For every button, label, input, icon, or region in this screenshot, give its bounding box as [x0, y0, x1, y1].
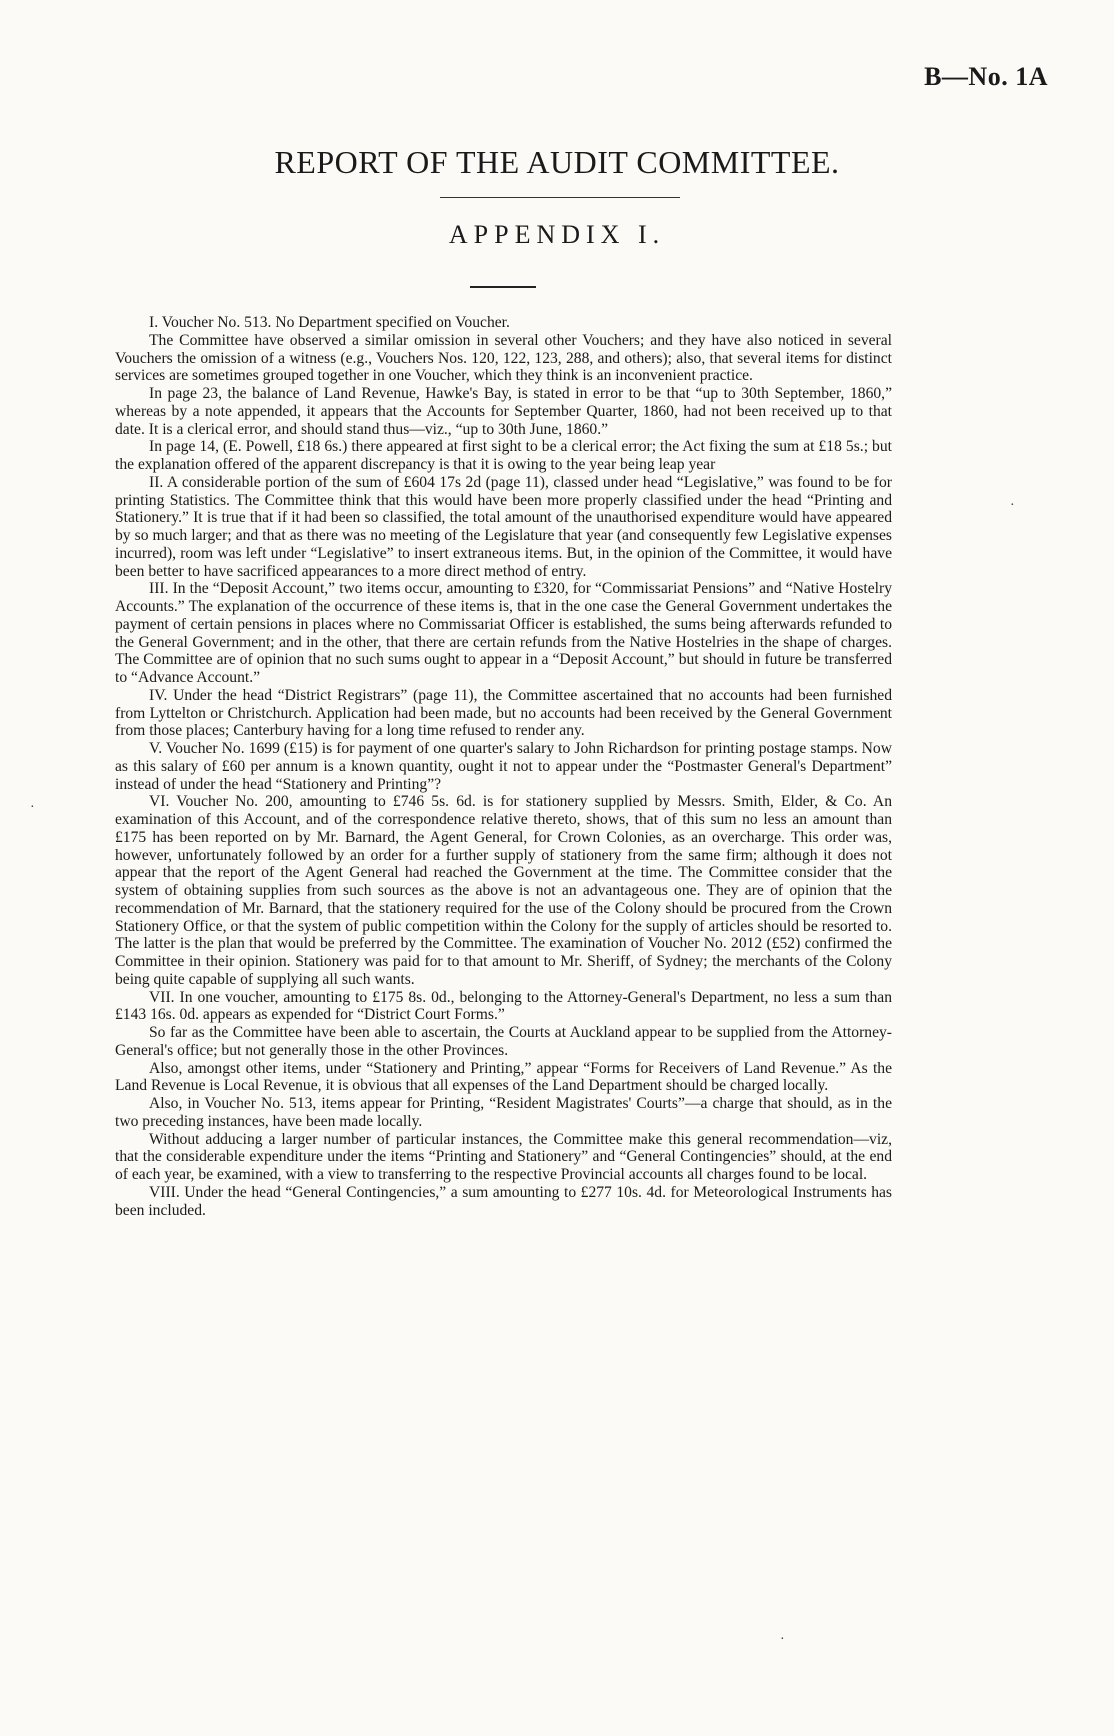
paragraph: The Committee have observed a similar omission in several other Vouchers; and they have also noticed in several Vouchers the omission of a witness (e.g., Vouchers Nos. 120, 122, 123, 288, and others); also, that several items for distinct services are sometimes grouped together in one Voucher, which they think is an inconvenient practice.	[115, 331, 892, 385]
paragraph: So far as the Committee have been able to ascertain, the Courts at Auckland appear to be supplied from the Attorney-General's office; but not generally those in the other Provinces.	[115, 1024, 892, 1059]
paragraph: II. A considerable portion of the sum of £604 17s 2d (page 11), classed under head “Legislative,” was found to be for printing Statistics. The Committee think that this would have been more properly classified under the head “Printing and Stationery.” It is true that if it had been so classified, the total amount of the unauthorised expenditure would have appeared by so much larger; and that as there was no meeting of the Legislature that year (and consequently few Legislative expenses incurred), room was left under “Legislative” to insert extraneous items. But, in the opinion of the Committee, it would have been better to have sacrificed appearances to a more direct method of entry.	[115, 473, 892, 580]
paragraph: In page 23, the balance of Land Revenue, Hawke's Bay, is stated in error to be that “up to 30th September, 1860,” whereas by a note appended, it appears that the Accounts for September Quarter, 1860, had not been received up to that date. It is a clerical error, and should stand thus—viz., “up to 30th June, 1860.”	[115, 385, 892, 438]
appendix-heading: APPENDIX I.	[448, 220, 666, 249]
section-divider	[470, 286, 536, 288]
margin-speck: ·	[1010, 498, 1015, 513]
paragraph: VI. Voucher No. 200, amounting to £746 5s. 6d. is for stationery supplied by Messrs. Smith, Elder, & Co. An examination of this Account, and of the correspondence relative thereto, shows, that of this sum no less an amount than £175 has been reported on by Mr. Barnard, the Agent General, for Crown Colonies, as an overcharge. This order was, however, unfortunately followed by an order for a further supply of stationery from the same firm; although it does not appear that the report of the Agent General had reached the Government at the time. The Committee consider that the system of obtaining supplies from such sources as the above is not an advantageous one. They are of opinion that the recommendation of Mr. Barnard, that the stationery required for the use of the Colony should be procured from the Crown Stationery Office, or that the system of public competition within the Colony for the supply of articles should be resorted to. The latter is the plan that would be preferred by the Committee. The examination of Voucher No. 2012 (£52) confirmed the Committee in their opinion. Stationery was paid for to that amount to Mr. Sheriff, of Sydney; the merchants of the Colony being quite capable of supplying all such wants.	[115, 793, 892, 988]
paragraph: VIII. Under the head “General Contingencies,” a sum amounting to £277 10s. 4d. for Meteorological Instruments has been included.	[115, 1183, 892, 1219]
paragraph: III. In the “Deposit Account,” two items occur, amounting to £320, for “Commissariat Pensions” and “Native Hostelry Accounts.” The explanation of the occurrence of these items is, that in the one case the General Government undertakes the payment of certain pensions in places where no Commissariat Officer is established, the sums being afterwards refunded to the General Government; and in the other, that there are certain refunds from the Native Hostelries in the shape of charges. The Committee are of opinion that no such sums ought to appear in a “Deposit Account,” but should in future be transferred to “Advance Account.”	[115, 580, 892, 686]
paragraph: V. Voucher No. 1699 (£15) is for payment of one quarter's salary to John Richardson for printing postage stamps. Now as this salary of £60 per annum is a known quantity, ought it not to appear under the “Postmaster General's Department” instead of under the head “Stationery and Printing”?	[115, 740, 892, 793]
paragraph: Without adducing a larger number of particular instances, the Committee make this general recommendation—viz, that the considerable expenditure under the items “Printing and Stationery” and “General Contingencies” should, at the end of each year, be examined, with a view to transferring to the respective Provincial accounts all charges found to be local.	[115, 1130, 892, 1183]
report-body	[115, 314, 892, 1219]
paragraph: IV. Under the head “District Registrars” (page 11), the Committee ascertained that no accounts had been furnished from Lyttelton or Christchurch. Application had been made, but no accounts had been received by the General Government from those places; Canterbury having for a long time refused to render any.	[115, 686, 892, 740]
paragraph: Also, amongst other items, under “Stationery and Printing,” appear “Forms for Receivers of Land Revenue.” As the Land Revenue is Local Revenue, it is obvious that all expenses of the Land Department should be charged locally.	[115, 1059, 892, 1095]
paragraph: VII. In one voucher, amounting to £175 8s. 0d., belonging to the Attorney-General's Department, no less a sum than £143 16s. 0d. appears as expended for “District Court Forms.”	[115, 988, 892, 1024]
document-title: REPORT OF THE AUDIT COMMITTEE.	[274, 144, 840, 180]
paragraph: In page 14, (E. Powell, £18 6s.) there appeared at first sight to be a clerical error; the Act fixing the sum at £18 5s.; but the explanation offered of the apparent discrepancy is that it is owing to the year being leap year	[115, 438, 892, 473]
title-divider	[440, 197, 680, 198]
paragraph: I. Voucher No. 513. No Department specified on Voucher.	[149, 314, 510, 331]
margin-speck: ·	[780, 1632, 785, 1647]
page-reference: B—No. 1A	[924, 62, 1048, 91]
margin-speck: ·	[30, 800, 35, 815]
paragraph: Also, in Voucher No. 513, items appear for Printing, “Resident Magistrates' Courts”—a charge that should, as in the two preceding instances, have been made locally.	[115, 1095, 892, 1130]
